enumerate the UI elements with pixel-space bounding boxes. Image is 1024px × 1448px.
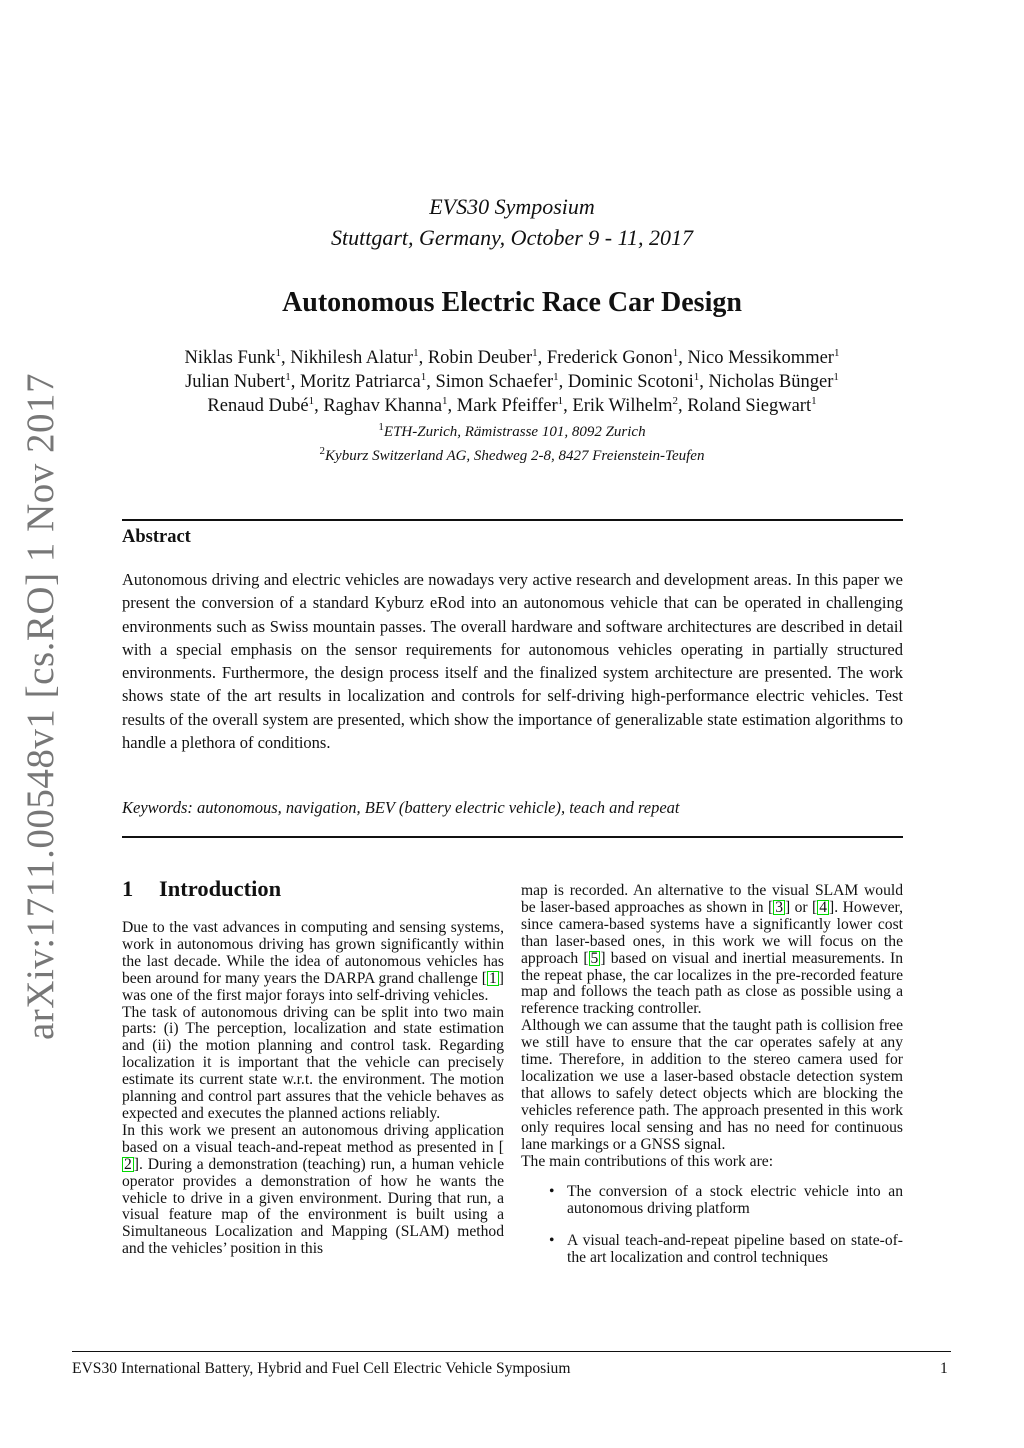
author-name: Robin Deuber <box>427 348 533 368</box>
author-list <box>0 346 1024 418</box>
abstract-heading: Abstract <box>122 527 191 547</box>
bullet-icon: • <box>549 1232 555 1250</box>
section-number: 1 <box>122 876 134 901</box>
citation-link[interactable]: 3 <box>775 898 784 916</box>
paragraph: Although we can assume that the taught path is collision free we still have to ensure that the car operates safely at any time. Therefore, in addition to the stereo camera used for localization we use a laser-based obstacle detection system that allows to safely detect objects which are blocking the vehicles reference path. The approach presented in this work only requires local sensing and has no need for continuous lane markings or a GNSS signal. <box>521 1017 903 1153</box>
paragraph: The main contributions of this work are: <box>521 1152 774 1170</box>
affiliation-number: 2 <box>319 445 326 457</box>
text-run: . However, since camera-based systems have a significantly lower cost than laser-based ones, in this work we will focus on the approach <box>521 898 903 967</box>
abstract-bottom-rule <box>122 836 903 838</box>
author-name: Roland Siegwart <box>687 396 812 416</box>
author-affiliation-mark: 1 <box>833 346 840 359</box>
author-affiliation-mark: 1 <box>811 394 817 407</box>
text-run: The task of autonomous driving can be split into two main parts: (i) The perception, localization and state estimation and (ii) the motion planning and control task. Regarding localization it is important that the vehicle can precisely estimate its current state w.r.t. the environment. The motion planning and control part assures that the vehicle behaves as expected and executes the planned actions reliably. <box>122 1003 504 1122</box>
conference-name: EVS30 Symposium <box>429 194 595 219</box>
author-name: Erik Wilhelm <box>572 396 673 416</box>
author-line-3: Renaud Dubé$^1$, Raghav Khanna$^1$, Mark Pfeiffer$^1$, Erik Wilhelm$^2$, Roland Siegwart$^1$ <box>207 394 817 416</box>
author-name: Niklas Funk <box>184 348 276 368</box>
author-affiliation-mark: 1 <box>275 346 282 359</box>
author-name: Simon Schaefer <box>435 372 554 392</box>
right-column <box>521 883 903 1282</box>
text-run: . During a demonstration (teaching) run, a human vehicle operator provides a demonstration of how he wants the vehicle to drive in a given environment. During that run, a visual feature map of the environment is built using a Simultaneous Localization and Mapping (SLAM) method and the vehicles’ position in this <box>122 1155 504 1258</box>
abstract-text: Autonomous driving and electric vehicles are nowadays very active research and development areas. In this paper we present the conversion of a standard Kyburz eRod into an autonomous vehicle that can be operated in challenging environments such as Swiss mountain passes. The overall hardware and software architectures are described in detail with a special emphasis on the sensor requirements for autonomous vehicles operating in partially structured environments. Furthermore, the design process itself and the finalized system architecture are presented. The work shows state of the art results in localization and controls for self-driving high-performance electric vehicles. Test results of the overall system are presented, which show the importance of generalizable state estimation algorithms to handle a plethora of conditions. <box>122 570 903 753</box>
text-run: or <box>790 898 813 916</box>
text-run: was one of the first major forays into self-driving vehicles. <box>122 986 489 1004</box>
bullet-icon: • <box>549 1183 555 1201</box>
author-name: Nikhilesh Alatur <box>290 348 414 368</box>
paragraph <box>122 1005 504 1123</box>
affiliation-2 <box>0 445 1024 465</box>
text-run: based on visual and inertial measurements. In the repeat phase, the car localizes in the pre-recorded feature map and follows the teach path as close as possible using a reference tracking controller. <box>521 949 903 1018</box>
author-name: Mark Pfeiffer <box>456 396 558 416</box>
abstract-top-rule <box>122 519 903 521</box>
citation-link[interactable]: 5 <box>590 949 599 967</box>
author-name: Moritz Patriarca <box>300 372 421 392</box>
paragraph: map is recorded. An alternative to the visual SLAM would be laser-based approaches as shown in [ 3 ] or [ 4 ]. However, since camera-based systems have a significantly lower cost than laser-based ones, in this work we will focus on the approach [ 5 ] based on visual and inertial measurements. In the repeat phase, the car localizes in the pre-recorded feature map and follows the teach path as close as possible using a reference tracking controller. <box>521 882 903 1018</box>
author-name: Julian Nubert <box>185 372 286 392</box>
author-line-1: Niklas Funk$^1$, Nikhilesh Alatur$^1$, Robin Deuber$^1$, Frederick Gonon$^1$, Nico Messikommer$^1$ <box>184 346 840 368</box>
author-affiliation-mark: 1 <box>553 370 559 383</box>
affiliation-number: 1 <box>378 421 384 433</box>
affiliation-text: Kyburz Switzerland AG, Shedweg 2-8, 8427 Freienstein-Teufen <box>325 448 705 464</box>
author-name: Nicholas Bünger <box>708 372 834 392</box>
author-affiliation-mark: 1 <box>557 394 564 407</box>
author-name: Nico Messikommer <box>687 348 834 368</box>
paragraph: In this work we present an autonomous driving application based on a visual teach-and-repeat method as presented in [2 ]. During a demonstration (teaching) run, a human vehicle operator provides a demonstration of how he wants the vehicle to drive in a given environment. During that run, a visual feature map of the environment is built using a Simultaneous Localization and Mapping (SLAM) method and the vehicles’ position in this <box>122 1121 504 1258</box>
list-item <box>549 1232 903 1267</box>
author-affiliation-mark: 1 <box>693 370 700 383</box>
text-run: Due to the vast advances in computing and sensing systems, work in autonomous driving has grown significantly within the last decade. While the idea of autonomous vehicles has been around for many years the DARPA grand challenge <box>122 919 504 987</box>
author-name: Dominic Scotoni <box>567 372 694 392</box>
text-run: In this work we present an autonomous driving application based on a visual teach-and-repeat method as presented in <box>122 1121 504 1156</box>
author-affiliation-mark: 1 <box>308 394 315 407</box>
conference-location-date: Stuttgart, Germany, October 9 - 11, 2017 <box>331 225 693 250</box>
footer-text: EVS30 International Battery, Hybrid and Fuel Cell Electric Vehicle Symposium <box>72 1360 571 1377</box>
author-affiliation-mark: 1 <box>532 346 538 359</box>
author-name: Frederick Gonon <box>546 348 673 368</box>
contribution-list <box>521 1184 903 1267</box>
section-title: Introduction <box>159 876 282 901</box>
left-column <box>122 920 504 1258</box>
author-name: Renaud Dubé <box>207 396 309 416</box>
author-affiliation-mark: 1 <box>442 394 448 407</box>
arxiv-stamp: arXiv:1711.00548v1 [cs.RO] 1 Nov 2017 <box>19 373 62 1040</box>
author-affiliation-mark: 1 <box>672 346 679 359</box>
list-item-text: A visual teach-and-repeat pipeline based on state-of-the art localization and control techniques <box>567 1232 903 1267</box>
list-item-text: The conversion of a stock electric vehicle into an autonomous driving platform <box>567 1183 903 1218</box>
footer-rule <box>72 1351 951 1352</box>
author-affiliation-mark: 1 <box>413 346 419 359</box>
citation-link[interactable]: 4 <box>819 898 828 916</box>
paper-title: Autonomous Electric Race Car Design <box>282 287 742 318</box>
section-heading <box>122 876 281 902</box>
citation-link[interactable]: 2 <box>124 1155 132 1173</box>
author-name: Raghav Khanna <box>323 396 443 416</box>
author-affiliation-mark: 1 <box>285 370 291 383</box>
author-affiliation-mark: 1 <box>833 370 839 383</box>
keywords: Keywords: autonomous, navigation, BEV (battery electric vehicle), teach and repeat <box>122 798 680 817</box>
author-line-2: Julian Nubert$^1$, Moritz Patriarca$^1$, Simon Schaefer$^1$, Dominic Scotoni$^1$, Nicholas Bünger$^1$ <box>185 370 839 392</box>
text-run: map is recorded. An alternative to the visual SLAM would be laser-based approaches as shown in <box>521 882 903 916</box>
author-affiliation-mark: 2 <box>672 394 679 407</box>
author-affiliation-mark: 1 <box>420 370 427 383</box>
list-item <box>549 1183 903 1218</box>
paragraph: Due to the vast advances in computing and sensing systems, work in autonomous driving has grown significantly within the last decade. While the idea of autonomous vehicles has been around for many years the DARPA grand challenge [ 1 ] was one of the first major forays into self-driving vehicles. <box>122 919 504 1004</box>
page-number: 1 <box>940 1360 948 1377</box>
affiliation-text: ETH-Zurich, Rämistrasse 101, 8092 Zurich <box>383 424 646 440</box>
affiliation-1 <box>0 421 1024 441</box>
citation-link[interactable]: 1 <box>489 969 497 987</box>
